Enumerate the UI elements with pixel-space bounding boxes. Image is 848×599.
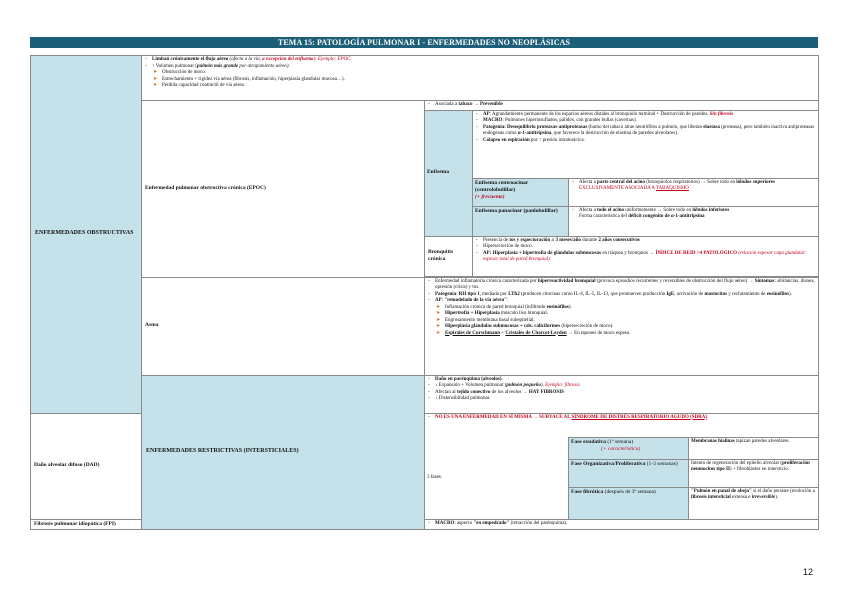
enfisema-centroacinar-details: - Afecta a parte central del acino (bronquiolos respiratorios) → Sobre todo en lóbulos superiores EXCLUSIVAMENTE ASOCIADA A TABAQUISMO	[569, 178, 819, 206]
fase-organizativa-desc: Intento de regeneración del epitelio alveolar (proliferación neumocitos tipo II) + fibroblastos en intersticio.	[689, 459, 819, 487]
fpi-details: - MACRO: aspecto "en empedrado" (retracción del parénquima).	[425, 519, 819, 529]
asma-details: - Enfermedad inflamatoria crónica caracterizada por hiperreactividad bronquial (provoca episodios recurrentes y reversibles de obstrucción del flujo aéreo) → Síntomas: sibilancias, disnea, opresión (crisis) y tos. - Patogenia: RH tipo 1, mediada por LTh2 (producen citocinas como IL-4, IL-5, IL-13, que promueven producción IgE, activación de mastocitos y reclutamiento de eosinófilos). - AP: "remodelado de la vía aérea": ➤ Inflamación crónica de pared bronquial (infiltrado eosinófilos). ➤ Hipertrofia + Hiperplasia músculo liso bronquial. ➤ Engrosamiento membrana basal subepitelial. ➤ Hiperplasia glándulas submucosas + cels. caliciformes (hipersecreción de moco). ➤ Espirales de Curschmann + Cristales de Charcot-Leyden → En tapones de moco espeso.	[425, 277, 819, 375]
category-obstructivas: ENFERMEDADES OBSTRUCTIVAS	[31, 56, 142, 414]
page-title: TEMA 15: PATOLOGÍA PULMONAR I - ENFERMEDADES NO NEOPLÁSICAS	[30, 37, 818, 48]
summary-table	[30, 55, 818, 530]
fpi-label: Fibrosis pulmonar idiopática (FPI)	[31, 519, 142, 529]
bronquitis-details: - Presencia de tos y expectoración ≥ 3 meses/año durante 2 años consecutivos - Hipersecreción de moco. - AP: Hiperplasia + hipertrofia de glándulas submucosas en tráquea y bronquios → ÍNDICE DE REID >4 PATOLÓGICO (relación espesor capa glandular: espesor total de pared bronquial).	[473, 236, 819, 276]
enfisema-panacinar-label: Enfisema panacinar (panlobulillar)	[473, 206, 569, 236]
dad-fases-label: 3 fases:	[425, 437, 569, 519]
fase-exudativa-desc: Membranas hialinas tapizan paredes alveolares.	[689, 437, 819, 459]
fase-organizativa-label: Fase Organizativa/Proliferativa (1-3 semanas)	[569, 459, 689, 487]
restrictivas-general: - Daño en parénquima (alveolos). - ↓ Expansión + Volumen pulmonar (pulmón pequeño). Ejemplo: fibrosis. - Afectan al tejido conectivo de los alveolos → HAY FIBROSIS - ↓ Distensibilidad pulmonar.	[425, 375, 819, 413]
obstructivas-general: - Limitan crónicamente el flujo aéreo (afecta a la vía, a excepción del enfisema). Ejemplo: EPOC. - ↑ Volumen pulmonar (pulmón más grande por atrapamiento aéreo). ➤ Obstrucción de moco. ➤ Estrechamiento + rigidez vía aérea (fibrosis, inflamación, hiperplasia glandular mucosa…). ➤ Pérdida capacidad contráctil de vía aérea.	[142, 56, 819, 101]
dad-intro: - NO ES UNA ENFERMEDAD EN SÍ MISMA → SUBYACE AL SÍNDROME DE DISTRÉS RESPIRATORIO AGUDO (SDRA)	[425, 413, 819, 437]
enfisema-details: - AP: Agrandamiento permanente de los espacios aéreos distales al bronquiolo terminal + Destrucción de paredes. Sin fibrosis - MACRO: Pulmones hiperinsuflados, pálidos, con grandes bullas (cavernas). - Patogenia: Desequilibrio proteasas-antiproteasas (humo del tabaco atrae neutrófilos a pulmón, que liberan elastasa (proteasa), pero también inactiva antiproteasas endógenas como α-1-antitripsina, que favorece la destrucción de elastina de paredes alveolares). - Colapso en espiración por ↑ presión intratorácica.	[473, 110, 819, 178]
page-number: 12	[802, 567, 813, 577]
fase-fibrotica-label: Fase fibrótica (después de 3ª semana)	[569, 487, 689, 519]
fase-exudativa-label: Fase exudativa (1ª semana) (+ característica)	[569, 437, 689, 459]
epoc-intro: - Asociada a tabaco → Prevenible	[425, 101, 819, 111]
bronquitis-label: Bronquitis crónica	[425, 236, 473, 276]
enfisema-centroacinar-label: Enfisema centroacinar (centrolobulillar) (+ frecuente)	[473, 178, 569, 206]
dad-label: Daño alveolar difuso (DAD)	[31, 413, 142, 519]
fase-fibrotica-desc: "Pulmón en panal de abeja" si el daño persiste (evolución a fibrosis intersticial extensa e irreversible).	[689, 487, 819, 519]
epoc-label: Enfermedad pulmonar obstructiva crónica (EPOC)	[142, 101, 425, 278]
enfisema-panacinar-details: - Afecta a todo el acino uniformemente → Sobre todo en lóbulos inferiores Forma característica del déficit congénito de α-1-antitripsina	[569, 206, 819, 236]
enfisema-label: Enfisema	[425, 110, 473, 236]
asma-label: Asma	[142, 277, 425, 375]
category-restrictivas: ENFERMEDADES RESTRICTIVAS (INTERSTICIALES)	[142, 375, 425, 529]
